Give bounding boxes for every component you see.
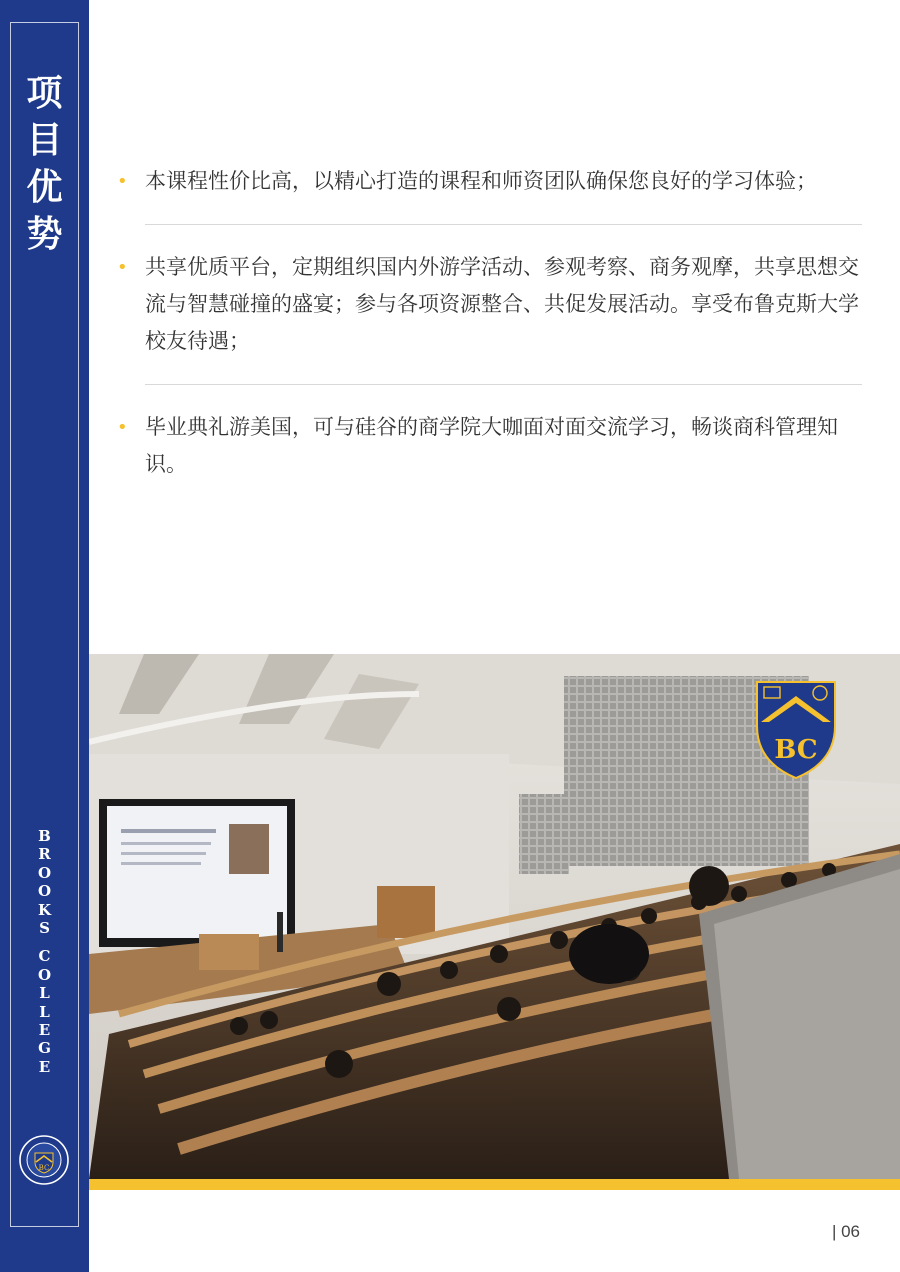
brand-letter: E [38,1057,51,1076]
list-item [112,409,862,483]
brand-letter: E [38,1021,51,1040]
divider [145,384,862,385]
brand-letter: O [37,965,52,984]
brand-gap [0,937,89,947]
brand-letter: K [37,900,52,919]
title-char: 项 [26,73,63,114]
sidebar [0,0,89,1272]
brand-letter: G [38,1039,51,1058]
item-text: 共享优质平台，定期组织国内外游学活动、参观考察、商务观摩，共享思想交流与智慧碰撞的盛宴；参与各项资源整合、共促发展活动。享受布鲁克斯大学校友待遇； [145,255,859,353]
advantages-list [112,163,862,483]
svg-text:BC: BC [38,1164,50,1172]
title-char: 优 [26,167,63,208]
brand-letter: S [39,919,50,938]
brand-letter: R [38,845,51,864]
brand-letter: B [38,827,51,845]
item-text: 毕业典礼游美国，可与硅谷的商学院大咖面对面交流学习，畅谈商科管理知识。 [145,415,838,476]
item-text: 本课程性价比高，以精心打造的课程和师资团队确保您良好的学习体验； [145,169,817,193]
section-title [0,70,89,258]
brand-letter: O [37,863,52,882]
brand-letter: C [38,947,51,966]
bullet-icon: • [117,417,128,438]
brand-letter: L [39,984,50,1003]
lecture-hall-photo [89,654,900,1179]
divider [145,224,862,225]
bullet-icon: • [117,171,128,192]
page-number: | 06 [831,1222,860,1241]
svg-text:BC: BC [774,735,818,765]
brand-vertical-text [0,827,89,1076]
list-item [112,163,862,200]
list-item [112,249,862,360]
college-seal-icon [18,1134,70,1186]
lecture-hall-illustration [89,654,900,1179]
brand-letter: O [37,882,52,901]
accent-bar [89,1179,900,1190]
title-char: 势 [26,214,63,255]
brand-letter: L [39,1002,50,1021]
bullet-icon: • [117,257,128,278]
title-char: 目 [26,120,63,161]
